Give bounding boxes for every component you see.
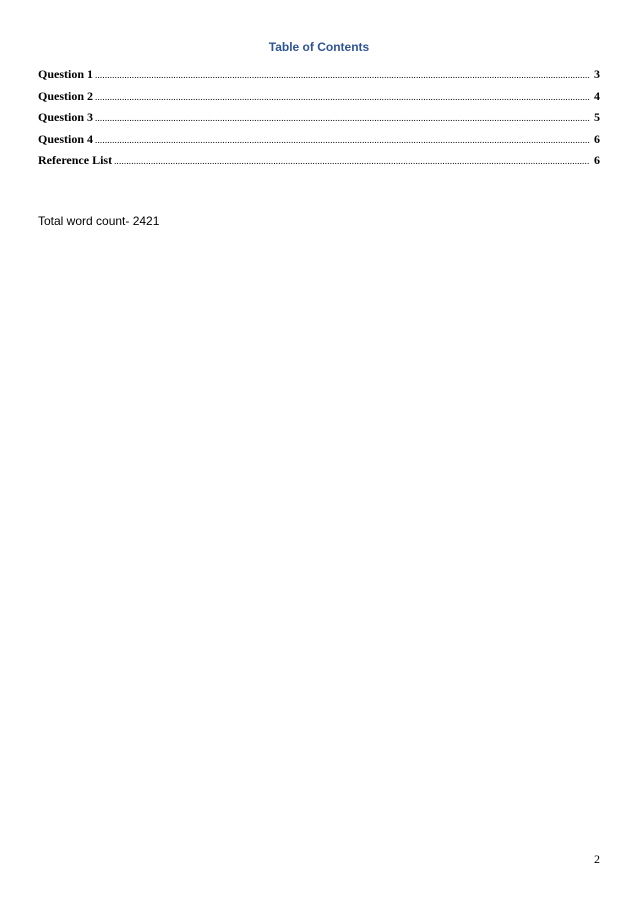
toc-entry-label: Reference List bbox=[38, 153, 113, 167]
toc-title: Table of Contents bbox=[268, 40, 370, 54]
toc-entry-reference-list[interactable] bbox=[38, 153, 600, 175]
toc-entry-page: 3 bbox=[594, 67, 600, 81]
toc-dot-leader bbox=[114, 156, 590, 166]
toc-entry-question-2[interactable] bbox=[38, 89, 600, 111]
toc-entry-page: 5 bbox=[594, 110, 600, 124]
toc-entry-label: Question 3 bbox=[38, 110, 94, 124]
toc-entry-question-3[interactable] bbox=[38, 110, 600, 132]
toc-entry-label: Question 2 bbox=[38, 88, 94, 103]
table-of-contents bbox=[38, 67, 600, 175]
word-count-text: Total word count- 2421 bbox=[38, 214, 160, 228]
toc-entry-label: Question 4 bbox=[38, 131, 94, 146]
toc-dot-leader bbox=[95, 135, 590, 145]
toc-dot-leader bbox=[95, 113, 590, 123]
toc-dot-leader bbox=[95, 92, 590, 102]
toc-entry-question-1[interactable] bbox=[38, 67, 600, 89]
toc-entry-page: 6 bbox=[594, 153, 600, 167]
toc-dot-leader bbox=[95, 70, 590, 80]
toc-entry-page: 4 bbox=[594, 88, 600, 103]
toc-entry-label: Question 1 bbox=[38, 67, 94, 81]
toc-entry-question-4[interactable] bbox=[38, 132, 600, 154]
toc-entry-page: 6 bbox=[594, 131, 600, 146]
page-number: 2 bbox=[594, 852, 600, 866]
